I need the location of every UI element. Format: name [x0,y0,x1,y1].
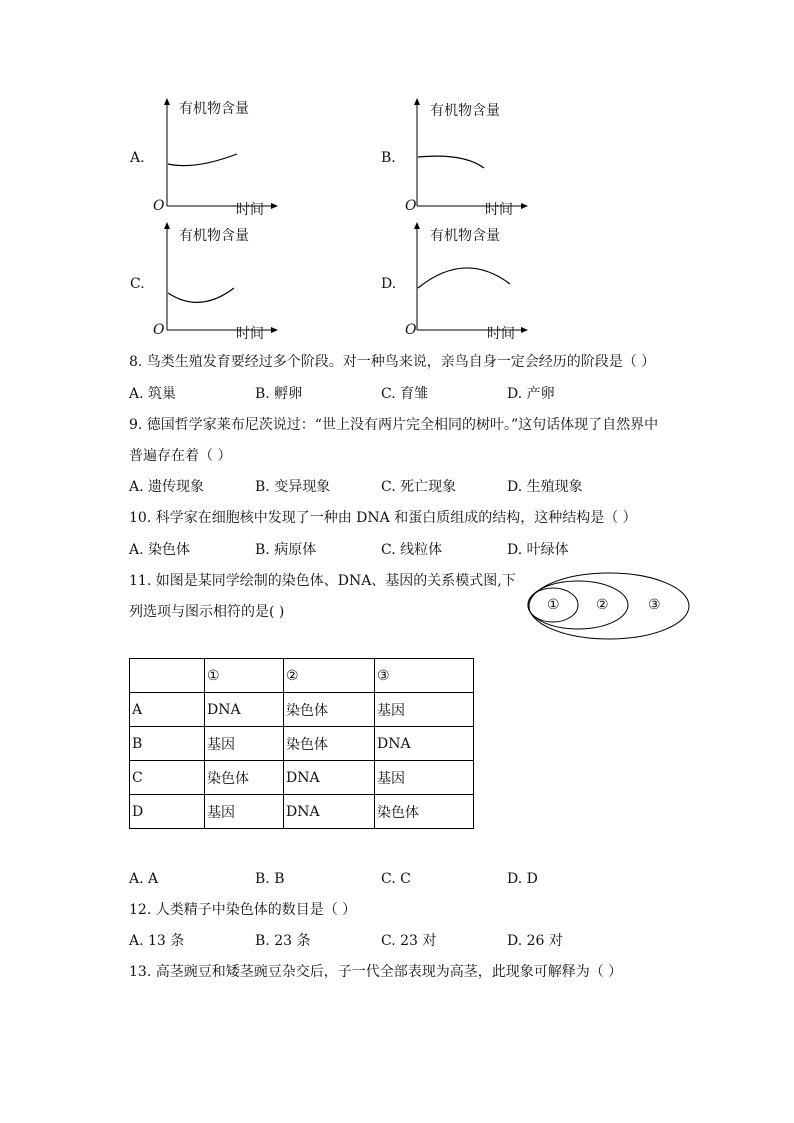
circle-3-label: ③ [648,597,661,613]
q12-option-c: C. 23 对 [381,933,437,949]
graph-c-origin: O [153,322,165,338]
curve-b [418,156,484,168]
q10-option-b: B. 病原体 [255,542,317,558]
circle-2-label: ② [596,597,609,613]
circle-1-label: ① [547,597,560,613]
option-a-label: A. [130,150,145,166]
table-cell: ② [284,659,375,693]
question-10-stem: 10. 科学家在细胞核中发现了一种由 DNA 和蛋白质组成的结构，这种结构是（ ） [129,510,637,526]
q9-option-a: A. 遗传现象 [129,479,205,495]
q11-option-c: C. C [381,871,411,887]
graph-a-origin: O [153,198,165,214]
table-cell: A [130,693,205,727]
graph-b-y-label: 有机物含量 [430,103,500,119]
table-row [130,693,474,727]
table-row [130,761,474,795]
table-cell: 基因 [205,795,284,829]
graph-b-origin: O [405,198,417,214]
y-axis-arrow [164,98,170,105]
graph-a-x-label: 时间 [236,202,264,218]
q12-option-b: B. 23 条 [255,933,311,949]
table-cell: DNA [205,693,284,727]
q9-option-c: C. 死亡现象 [381,479,457,495]
table-header-row [130,659,474,693]
table-cell: 基因 [375,761,474,795]
graph-d-y-label: 有机物含量 [430,228,500,244]
curve-c [168,288,234,302]
option-b-label: B. [381,150,396,166]
question-9-stem-line2: 普遍存在着（ ） [129,448,232,464]
q11-option-a: A. A [129,871,159,887]
q9-option-b: B. 变异现象 [255,479,331,495]
table-cell: DNA [375,727,474,761]
table-cell: ③ [375,659,474,693]
table-cell: 基因 [375,693,474,727]
graph-d-origin: O [405,322,417,338]
question-8-stem: 8. 鸟类生殖发育要经过多个阶段。对一种鸟来说，亲鸟自身一定会经历的阶段是（ ） [129,354,656,370]
graph-d-x-label: 时间 [487,326,515,342]
graph-a-y-label: 有机物含量 [179,101,249,117]
curve-a [168,154,237,166]
q8-option-c: C. 育雏 [381,386,429,402]
q10-option-c: C. 线粒体 [381,542,443,558]
table-cell: 染色体 [284,693,375,727]
table-cell: D [130,795,205,829]
q10-option-d: D. 叶绿体 [507,542,569,558]
graph-c-y-label: 有机物含量 [179,228,249,244]
q8-option-b: B. 孵卵 [255,386,303,402]
table-row [130,727,474,761]
question-9-stem-line1: 9. 德国哲学家莱布尼茨说过：“世上没有两片完全相同的树叶。”这句话体现了自然界中 [129,417,659,433]
table-cell: 染色体 [375,795,474,829]
q11-option-b: B. B [255,871,285,887]
option-d-label: D. [381,276,397,292]
q9-option-d: D. 生殖现象 [507,479,583,495]
table-cell: ① [205,659,284,693]
q12-option-d: D. 26 对 [507,933,563,949]
table-cell: DNA [284,761,375,795]
q11-option-d: D. D [507,871,538,887]
graph-c-x-label: 时间 [236,326,264,342]
q8-option-a: A. 筑巢 [129,386,177,402]
question-13-stem: 13. 高茎豌豆和矮茎豌豆杂交后，子一代全部表现为高茎，此现象可解释为（ ） [129,964,623,980]
table-cell: DNA [284,795,375,829]
table-cell: B [130,727,205,761]
q11-table [129,658,474,829]
q8-option-d: D. 产卵 [507,386,555,402]
table-cell: C [130,761,205,795]
table-cell: 染色体 [284,727,375,761]
q10-option-a: A. 染色体 [129,542,191,558]
table-row [130,795,474,829]
q12-option-a: A. 13 条 [129,933,185,949]
x-axis-arrow [271,203,278,209]
question-12-stem: 12. 人类精子中染色体的数目是（ ） [129,902,357,918]
graph-b-x-label: 时间 [485,202,513,218]
table-cell [130,659,205,693]
option-c-label: C. [130,276,145,292]
question-11-stem-line1: 11. 如图是某同学绘制的染色体、DNA、基因的关系模式图,下 [129,573,516,589]
question-11-stem-line2: 列选项与图示相符的是( ) [129,604,285,620]
table-cell: 基因 [205,727,284,761]
table-cell: 染色体 [205,761,284,795]
curve-d [418,268,510,288]
